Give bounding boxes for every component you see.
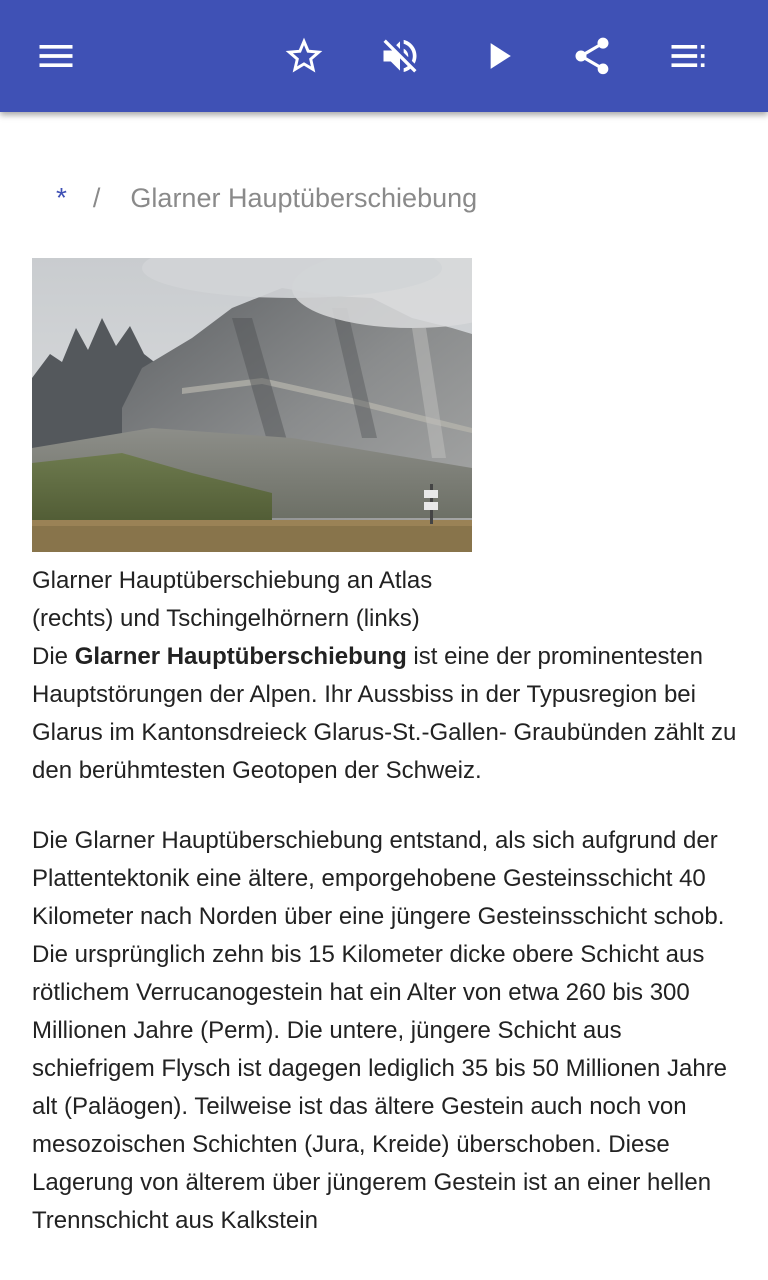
intro-term: Glarner Hauptüberschiebung [74, 643, 407, 670]
app-toolbar [0, 0, 768, 112]
play-icon[interactable] [466, 24, 530, 88]
body-paragraph: Die Glarner Hauptüberschiebung entstand, als sich aufgrund der Plattentektonik eine ältere, emporgehobene Gesteinsschicht 40 Kilometer nach Norden über eine jüngere Gesteinsschicht schob. Die ursprünglich zehn bis 15 Kilometer dicke obere Schicht aus rötlichem Verrucanogestein hat ein Alter von etwa 260 bis 300 Millionen Jahre (Perm). Die untere, jüngere Schicht aus schiefrigem Flysch ist dagegen lediglich 35 bis 50 Millionen Jahre alt (Paläogen). Teilweise ist das ältere Gestein auch noch von mesozoischen Schichten (Jura, Kreide) überschoben. Diese Lagerung von älterem über jüngerem Gestein ist an einer hellen Trennschicht aus Kalkstein [32, 827, 728, 1234]
intro-paragraph [32, 638, 742, 790]
intro-prefix: Die [32, 643, 75, 670]
breadcrumb-home-link[interactable]: * [56, 182, 67, 213]
volume-off-icon[interactable] [368, 24, 432, 88]
intro-rest: ist eine der prominentesten Hauptstörungen der Alpen. Ihr Aussbiss in der Typusregion bei Glarus im Kantonsdreieck Glarus-St.-Gallen- Graubünden zählt zu den berühmtesten Geotopen der Schweiz. [32, 643, 737, 784]
article-image[interactable] [32, 258, 472, 552]
breadcrumb-separator: / [92, 182, 101, 213]
breadcrumb [56, 178, 477, 218]
menu-icon[interactable] [24, 24, 88, 88]
image-caption: Glarner Hauptüberschiebung an Atlas (rechts) und Tschingelhörnern (links) [32, 567, 433, 632]
star-outline-icon[interactable] [272, 24, 336, 88]
share-icon[interactable] [560, 24, 624, 88]
list-icon[interactable] [656, 24, 720, 88]
breadcrumb-current: Glarner Hauptüberschiebung [130, 182, 478, 213]
